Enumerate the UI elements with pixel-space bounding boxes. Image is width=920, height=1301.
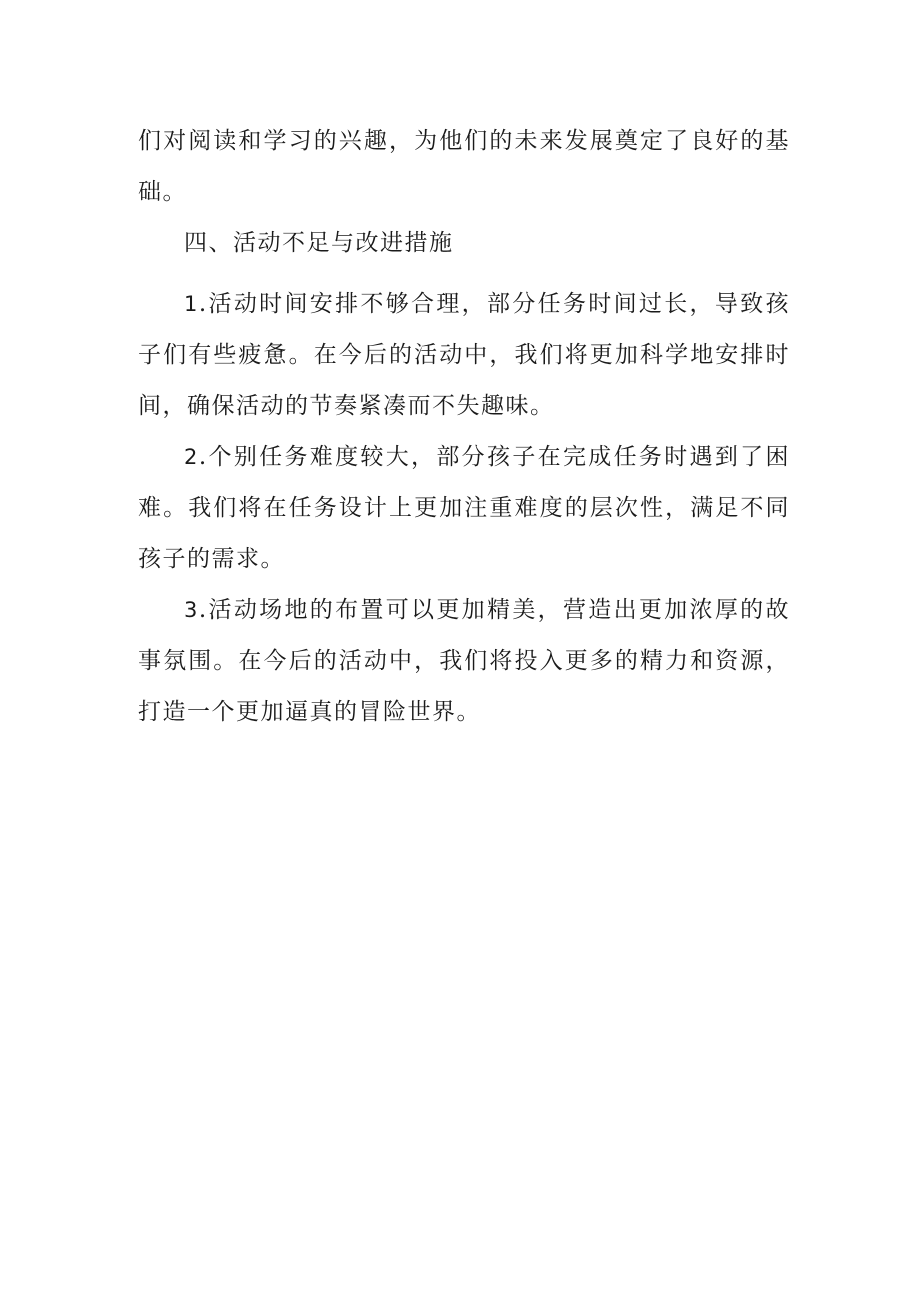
improvement-item-1	[138, 279, 790, 432]
item-text: .活动场地的布置可以更加精美，营造出更加浓厚的故事氛围。在今后的活动中，我们将投入更多的精力和资源，打造一个更加逼真的冒险世界。	[138, 597, 790, 725]
document-body	[138, 116, 790, 738]
item-number: 3	[184, 598, 199, 622]
item-number: 2	[184, 445, 199, 469]
section-heading: 四、活动不足与改进措施	[184, 230, 454, 256]
item-text: .个别任务难度较大，部分孩子在完成任务时遇到了困难。我们将在任务设计上更加注重难度的层次性，满足不同孩子的需求。	[138, 444, 790, 572]
improvement-item-3	[138, 585, 790, 738]
item-number: 1	[184, 292, 199, 316]
continuation-paragraph: 们对阅读和学习的兴趣，为他们的未来发展奠定了良好的基础。	[138, 128, 790, 205]
improvement-item-2	[138, 432, 790, 585]
item-text: .活动时间安排不够合理，部分任务时间过长，导致孩子们有些疲惫。在今后的活动中，我们将更加科学地安排时间，确保活动的节奏紧凑而不失趣味。	[138, 291, 790, 419]
